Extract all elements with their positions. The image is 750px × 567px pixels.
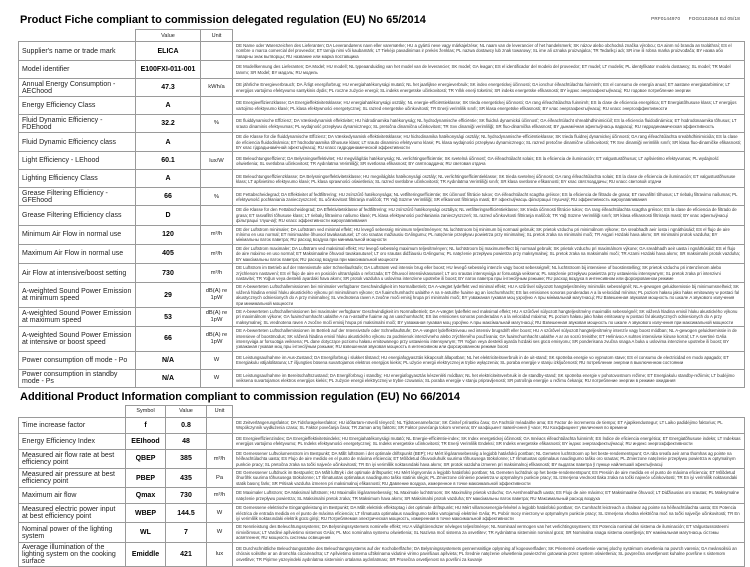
symbol-cell: WL	[126, 523, 166, 542]
fiche-table-header-row	[19, 30, 745, 42]
label-cell: Power consumption in standby mode - Ps	[19, 369, 136, 387]
label-cell: Average illumination of the lighting system on the cooking surface	[19, 542, 126, 566]
unit-cell: W	[201, 369, 233, 387]
unit-cell: dB(A) re 1pW	[201, 307, 233, 326]
value-cell: 7	[166, 523, 207, 542]
table-row	[19, 523, 745, 542]
unit-cell	[207, 417, 233, 433]
table-row	[19, 469, 745, 488]
label-cell: Power consumption off mode - Po	[19, 351, 136, 369]
label-cell: Minimum Air Flow in normal use	[19, 225, 136, 244]
value-cell: A	[136, 170, 201, 188]
value-cell: 385	[166, 449, 207, 468]
description-cell: DE Name oder Warenzeichen des Lieferanten; DA Leverandørens navn eller varemærke; HU a gyártó neve vagy márkajelzése; NL naam van de leverancier of het handelsmerk; SK názov alebo obchodná značka výrobcu; GA ainm nó branda an tsoláthraí; ES el nombre o marca comercial del proveedor; ET tarnija nimi või kaubamärk; LT Tiekėjo pavadinimas ir prekės ženklas; PL nazwa dostawcy lub znak towarowy; SL ime ali oznaka proizvajalca; TR Tedarikçi adı; SR ime ili robna marka proizvođača; BY назва або таварны знак вытворцы; RU название или марка поставщика	[233, 42, 745, 61]
header-spacer	[233, 30, 745, 42]
unit-cell: W	[207, 523, 233, 542]
table-row	[19, 433, 745, 449]
description-cell: DE A-bewerteten Luftschallemissionen bei maximaler verfügbarer Geschwindigkeit im Normalbetrieb; DA A-vægtet lydeffekt ved maksimal effekt; HU A szűrővel súlyozott hangteljesítmény maximális sebességnél; SK vážená hladina emisií hluku akustického výkonu pri maximálnom výkone; GA fuaimchumhacht ualaithe A na n-astuithe fuaime ag an uaschumhacht; ES las emisiones sonoras ponderadas A a la velocidad máxima; PL poziom hałasu jako hałas emitowany w postaci fal akustycznych odniesionych do A przy maksymalnej; SL vrednotena raven A zvočne moči emisij hrupa pri maksimalni moči; BY узважаная гукавая моц узроўню A пры максімальнай магутнасці; RU Взвешенная звуковая мощность по шкале A звукового излучения при максимальной мощности	[233, 307, 745, 326]
description-cell: DE der Luftstrom maximaler; DA Luftstrøm ved maksimal effekt; HU levegő sebesség maximum teljesítményen; NL luchtstroom bij maximumeffect bij normaal gebruik; SK prietok vzduchu pri maximálnom výkone; GA sreabhadh aeir uasta i ngnáthúsáid; ES el flujo de aire máximo en uso normal; ET Maksimaalne õhuvool tavakasutusel; LT oro srautas didžiausiu GAlingumu; PL natężenie przepływu powietrza przy maksymalnej; SL pretok zraka na maksimalni moči; TR Azami Hızdaki hava akımı; SR maksimalni protok vazduha; BY максімальны паток паветра; RU расход воздуха при максимальной мощности	[233, 244, 745, 263]
table-row	[19, 170, 745, 188]
table-row	[19, 504, 745, 523]
unit-cell: %	[201, 188, 233, 206]
unit-cell: lux	[207, 542, 233, 566]
value-cell: 730	[136, 264, 201, 283]
description-cell: DE Energieeffizienzindex; DA Energieffektivitetsindeks; HU Energiahatékonysági mutató; NL Energie-efficiëntie-index; SK Index energetickej účinnosti; GA Innéacs éifeachtúlachta fuinnimh; ES Índice de eficiencia energética; ET Energiatõhususe indeks; LT Indeksas energijos vartojimo efektyvumo; PL Indeks efektywności energetycznej; SL Indeks energetske učinkovitosti; TR Enerji Verimlilik Endeksi; SR Indeks energetske efikasnosti; BY індэкс энергаэфектыўнасці; RU индекс энергоэффективности	[233, 433, 745, 449]
description-cell: DE A-bewerteten Luftschallemissionen bei minimaler verfügbarer Geschwindigkeit im Normalbetrieb; DA A-vægtet lydeffekt ved minimal effekt; HU A szűrővel súlyozott hangteljesítmény minimális sebességnél; NL A-gewogen geluidsemissie bij minimumsnelheid; SK vážená hladina emisií hluku akustického výkonu pri minimálnom výkone; GA fuaimchumhacht ualaithe A na n-astuithe fuaime ag an íoschumhacht; ES las emisiones sonoras ponderadas A a la velocidad mínima; PL poziom hałasu jako hałas emitowany w postaci fal akustycznych odniesionych do A przy minimalnej; SL vrednotena raven A zvočne moči emisij hrupa pri minimalni moči; BY узважаная гукавая моц узроўню A пры мінімальнай магутнасці; RU Взвешенная звуковая мощность по шкале A звукового излучения при минимальной мощности	[233, 283, 745, 308]
additional-table	[18, 405, 745, 567]
unit-cell: %	[201, 115, 233, 133]
value-cell: 29	[136, 283, 201, 308]
label-cell: A-weighted Sound Power Emission at maximum speed	[19, 307, 136, 326]
value-cell: 730	[166, 488, 207, 504]
description-cell: DE Gemessener Luftvolumenstrom im Bestpunkt; DA Målt luftstrøm i det optimale driftspunkt (BEP); HU Mért légáramsebesség a legjobb hatásfokú pontban; NL Gemeten luchtstroom op het beste-rendementspunt; GA ráta sreafa aeir arna thomhas ag pointe na héifeachtúlachta uasta; ES Flujo de aire medido en el punto de máxima eficiencia; ET Mõõdetud õhuvooluhulk suurima tõhususega töökolonne; LT Išmatuotas optimalaus naudingumo taško oro srautas; PL Zmierzone natężenie przepływu powietrza w optymalnym punkcie pracy; SL pretočna zraka na točki najveće učinkovitosti; TR En iyi verimlilik noktasındaki hava akımı; SR protok vazduha izmeren pri maksimalnoj efikasnosti; BY выдатак паветра ў пункце найлепшай эфектыўнасці	[233, 449, 745, 468]
doc-ref-edition: FOG0102648 Ed 05/18	[688, 16, 740, 21]
description-cell: DE Leistungsaufnahme im Aus-Zustand; DA Energiforbrug i slukket tilstand; HU energiafogyasztás kikapcsolt állapotban; NL het elektriciteitsverbruik in de uit-stand; SK spotreba energie vo vypnutom stave; ES el consumo de electricidad en modo apagado; ET Energiakulu väljalülitatuna; LT išjungties būsena suvartojamos elektros energijos kiekis; PL użycie energii elektrycznej w trybie wyłączenia; SL poraba energije v stanju izključenosti; RU потребление энергии в выключенном состоянии	[233, 351, 745, 369]
symbol-cell: EEIhood	[126, 433, 166, 449]
label-cell: Measured air flow rate at best efficiency point	[19, 449, 126, 468]
value-cell: 435	[166, 469, 207, 488]
description-cell: DE Nennleistung des Beleuchtungssystems; DA Belysningssystemets nominelle effekt; HU A világítórendszer névleges teljesítménye; NL Nominaal vermogen van het verlichtingssysteem; ES Potencia nominal del sistema de iluminación; ET Valgustussüsteemi nimivõimsus; LT Vardinė apšvietimo sistemos GAlia; PL Moc nominalna systemu oświetlenia; SL Nazivna moč sistema za osvetlitev; TR Aydınlatma sisteminin nominal gücü; SR Nominalna snaga sistema osvetljenja; BY намінальная магутнасць сістэмы асвятлення; RU мощность системы освещения	[233, 523, 745, 542]
unit-cell	[201, 133, 233, 152]
label-cell: Energy Efficiency Class	[19, 97, 136, 115]
label-cell: Grease Filtering Efficiency - GFEhood	[19, 188, 136, 206]
table-row	[19, 542, 745, 566]
value-cell: 0.8	[166, 417, 207, 433]
description-cell: DE Gemessener Luftdruck im Bestpunkt; DA Målt lufttryk i det optimale driftspunkt; HU Mért légnyomás a legjobb hatásfokú pontban; NL Gemeten luchtdruk op het beste-rendementspunt; ES Presión de aire medida en el punto de máxima eficiencia; ET Mõõdetud õhurõhk suurima tõhususega töökolonne; LT Išmatuotas optimalaus naudingumo taško statinis slėgis; PL Zmierzone ciśnienie powietrza w optymalnym punkcie pracy; SL Izmerjena vrednost tlaka zraka na točki najveće učinkovitosti; TR En iyi verimlilik noktasındaki statik basınç farkı; SR Pritisak vazduha izmeren pri maksimalnoj efikasnosti; RU Давление воздуха, измеренное в точке максимальной эффективности	[233, 469, 745, 488]
unit-cell	[201, 170, 233, 188]
table-row	[19, 79, 745, 97]
table-row	[19, 283, 745, 308]
description-cell: DE A-bewerteten Luftschallemissionen im Betrieb auf der Intensivstufe oder Schnellaufstufe; DA A-vægtet lydeffektniveau ved intensiv brugsdrift eller boost; HU A szűrővel súlyozott hangteljesítmény intenzív vagy boost módban; NL A-gewogen geluidsemissie in de intensieve of boostmodus; SK vážená hladina emisií hluku akustického výkonu za podmienok intenzívneho alebo zrýchleného používania; GA fuaimchumhacht ualaithe A ar an socrú treisithe; ET Helinivoo A suhtes intensiivse kiiruse korral; LT A svertinė GAlia intensyviąja ar forsuotąja veiksena; PL dane dotyczące poziomu hałasu emitowanego przy ustawieniu intensywnym; TR Yoğun veya destekli ayarda hızdaki ses gücü emisyonu; SR ponderisana zvučna snaga A buka u uslovima intenzivne upotrebe ili boost; BY узважаная гукавая моц пры інтэнсіўным рэжыме; RU взвешенная звуковая мощность в интенсивном или форсированном режиме boost	[233, 327, 745, 352]
value-cell: N/A	[136, 351, 201, 369]
unit-cell	[201, 61, 233, 79]
unit-cell: m³/h	[207, 449, 233, 468]
value-cell: 66	[136, 327, 201, 352]
label-cell: Grease Filtering Efficiency class	[19, 206, 136, 225]
symbol-cell: Emiddle	[126, 542, 166, 566]
description-cell: DE fluiddynamische Effizienz; DA Væskedynamisk effektivitet; HU hidrodinamika hatékonyság; NL hydrodynamische efficiëntie; SK fluidná dynamická účinnosť; GA éifeachtúlacht shreabhdhinimiciúil; ES la eficiencia fluidodinámica; ET hüdrodünaamika tõhusus; LT srauto dinaminis efektyvumas; PL wydajność przepływu dynamicznego; SL pretočna dinamična učinkovitost; TR Sıvı dinamiği verimliliği; SR fluo-dinamička efikasnost; BY дынамічная эфектыўнасць вадкасці; RU гидродинамическая эффективность	[233, 115, 745, 133]
value-cell: 421	[166, 542, 207, 566]
symbol-cell: QBEP	[126, 449, 166, 468]
unit-cell: dB(A) re 1pW	[201, 327, 233, 352]
label-cell: Measured electric power input at best efficiency point	[19, 504, 126, 523]
unit-cell: dB(A) re 1pW	[201, 283, 233, 308]
table-row	[19, 488, 745, 504]
unit-cell	[207, 433, 233, 449]
table-row	[19, 133, 745, 152]
value-cell: 47.3	[136, 79, 201, 97]
unit-cell: m³/h	[201, 244, 233, 263]
value-cell: E100FXI-011-001	[136, 61, 201, 79]
additional-title: Additional Product Information compliant to commission regulation (EU) No 66/2014	[20, 390, 461, 403]
unit-cell: W	[201, 351, 233, 369]
value-cell: 32.2	[136, 115, 201, 133]
unit-cell: kWh/a	[201, 79, 233, 97]
table-row	[19, 115, 745, 133]
table-row	[19, 188, 745, 206]
description-cell: DE die Klasse für den Fettabscheidegrad; DA Effektivitetsklasse af fedtfiltrering; HU zsírszűrő hatékonysági osztálya; NL vetfilteringsefficiëntieklasse; SK trieda účinnosti filtrácie tukov; GA rang éifeachtúlachta scagtha gréisce; ES la clase de eficiencia de filtrado de grasa; ET rasvafiltri tõhususe klass; LT riebalų filtravimo našumo klasė; PL klasa efektywności pochłaniania zanieczyszczeń; SL razred učinkovitosti filtriranja maščob; TR Yağ Süzme Verimliliği sınıfı; SR klasa efikasnosti filtriranja masti; BY клас эфектыўнасці фільтрацыі тлушчаў; RU класс эффективности жироулавливания	[233, 206, 745, 225]
value-cell: 120	[136, 225, 201, 244]
unit-cell: m³/h	[201, 264, 233, 283]
label-cell: Supplier's name or trade mark	[19, 42, 136, 61]
label-cell: Maximum Air Flow in normal use	[19, 244, 136, 263]
label-cell: Light Efficiency - LEhood	[19, 152, 136, 170]
label-cell: Annual Energy Consumption - AEChood	[19, 79, 136, 97]
value-cell: ELICA	[136, 42, 201, 61]
label-cell: Nominal power of the lighting system	[19, 523, 126, 542]
unit-cell: m³/h	[201, 225, 233, 244]
table-row	[19, 61, 745, 79]
label-cell: A-weighted Sound Power Emission at intensive or boost speed	[19, 327, 136, 352]
label-cell: Lighting Efficiency Class	[19, 170, 136, 188]
label-cell: Measured air pressure at best efficiency point	[19, 469, 126, 488]
value-cell: 144.5	[166, 504, 207, 523]
table-row	[19, 351, 745, 369]
table-row	[19, 97, 745, 115]
description-cell: DE Durchschnittliche Beleuchtungsstärke des Beleuchtungssystems auf der Kochoberfläche; DA Belysningssystemets gennemsnitlige oplysning af kogeoverfladen; SK Priemerné osvetlenie varnej plochy systémom osvetlenia na povrch varenia; GA meánsoilsiú an chórais soilsithe ar an dromchla cócaireachta; LT Apšvietimo sistema užtikrinama vidutinė virimo paviršiaus apšvieta; PL Średnie natężenie oświetlenia powierzchni gotowania przez system oświetlenia; SL povprečna osvetljenost kuhalne površine s sistemom osvetlitve; TR Pişirme yüzeyindeki aydınlatma sisteminin ortalama aydınlatması; SR Prosečna osvetljenost na površini za kuvanje	[233, 542, 745, 566]
value-cell: 405	[136, 244, 201, 263]
description-cell: DE Maximaler Luftstrom; DA Maksimal luftstrøm; HU Maximális légáramsebesség; NL Maximale luchtstroom; SK Maximálny prietok vzduchu; GA Aershreabhadh uasta; ES Flujo de aire máximo; ET Maksimaalne õhuvool; LT Didžiausias oro srautas; PL Maksymalne natężenie przepływu powietrza; SL Maksimalni pretok zraka; TR Maksimum hava akımı; SR Maksimalni protok vazduha; BY максімальны паток паветра; RU Максимальный расход воздуха	[233, 488, 745, 504]
label-cell: Fluid Dynamic Efficiency - FDEhood	[19, 115, 136, 133]
label-cell: Maximum air flow	[19, 488, 126, 504]
unit-cell	[201, 97, 233, 115]
fiche-table	[18, 29, 745, 388]
value-cell: N/A	[136, 369, 201, 387]
table-row	[19, 417, 745, 433]
fiche-title: Product Fiche compliant to commission delegated regulation (EU) No 65/2014	[20, 14, 426, 26]
table-row	[19, 225, 745, 244]
table-row	[19, 307, 745, 326]
value-column-header: Value	[136, 30, 201, 42]
additional-table-header-row	[19, 405, 745, 417]
description-cell: DE Leistungsaufnahme im Bereitschaftszustand; DA Energiforbrug i standby; HU energiafogyasztás készenléti módban; NL het elektriciteitsverbruik in de standby-stand; SK spotreba energie v pohotovostnom režime; ET Energiakulu standby-režiimis; LT budėjimo veiksena suvartojamos elektros energijos kiekis; PL zużycie energii elektrycznej w trybie czuwania; SL poraba energije v stanju pripravljenosti; SR potrošnja energije u režimu čekanja; RU потребление энергии в режиме ожидания	[233, 369, 745, 387]
description-cell: DE Energieeffizienzklasse; DA Energieffektivitetsklasse; HU energiahatékonysági osztály; NL energie-efficiëntieklasse; SK trieda energetickej účinnosti; GA rang éifeachtúlachta fuinnimh; ES la clase de eficiencia energética; ET Energiatõhususe klass; LT energijos vartojimo efektyvumo klasė; PL klasa efektywności energetycznej; SL razred energetske učinkovitosti; TR Enerji verimlilik sınıfı; SR klasa energetske efikasnosti; BY клас энергаэфектыўнасці; RU класс энергоэффективности	[233, 97, 745, 115]
label-cell: Time increase factor	[19, 417, 126, 433]
unit-column-header: Unit	[207, 405, 233, 417]
symbol-cell: PBEP	[126, 469, 166, 488]
additional-table-body	[19, 417, 745, 566]
description-cell: DE Modellkennung des Lieferanten; DA Model; HU modell; NL typeaanduiding van het model van de leverancier; SK model; GA leagan; ES el identificador del modelo del proveedor; ET mudel; LT modelis; PL identyfikator modelu dostawcy; SL model; TR Model tanımı; SR Model; BY мадэль; RU модель	[233, 61, 745, 79]
document-references	[644, 16, 740, 21]
value-cell: 53	[136, 307, 201, 326]
table-row	[19, 206, 745, 225]
header-spacer	[19, 405, 126, 417]
label-cell: Air Flow at intensive/boost setting	[19, 264, 136, 283]
label-cell: Energy Efficiency Index	[19, 433, 126, 449]
table-row	[19, 369, 745, 387]
label-cell: Fluid Dynamic Efficiency class	[19, 133, 136, 152]
value-column-header: Value	[166, 405, 207, 417]
table-row	[19, 327, 745, 352]
unit-cell: Pa	[207, 469, 233, 488]
table-row	[19, 264, 745, 283]
description-cell: DE der Luftstrom minimaler; DA Luftstrøm ved minimal effekt; HU levegő sebesség minimum teljesítményen; NL luchtstroom bij minimum bij normaal gebruik; SK prietok vzduchu pri minimálnom výkone; GA sreabhadh aeir íosta i ngnáthúsáid; ES el flujo de aire mínimo en uso normal; ET minimaalne õhuvool tavakasutusel; LT oro srautas mažiausiu GAlingumu; PL natężenie przepływu powietrza przy minimalnej; SL pretok zraka na minimalni moči; TR Asgari Hızdaki hava akımı; SR minimalni protok vazduha; BY мінімальны паток паветра; RU расход воздуха при минимальной мощности	[233, 225, 745, 244]
description-cell: DE Zeitverlängerungsfaktor; DA Tidsforøgelsesfaktor; HU időtartam-növelő tényező; NL Tijdstoenamefactor; SK Činiteľ prírastku času; GA Fachtóir méadaithe ama; ES Factor de incremento de tiempo; ET Ajapikendustegur; LT Laiko padidėjimo faktorius; PL Współczynnik wydłużenia czasu; SL Faktor povečanja časa; TR Zaman artış faktörü; SR Faktor povećanja tokom vremena; BY каэфіцыент павелічэння ў часе; RU Коэффициент увеличения по времени	[233, 417, 745, 433]
unit-cell: m³/h	[207, 488, 233, 504]
header-spacer	[233, 405, 745, 417]
unit-cell	[201, 42, 233, 61]
symbol-cell: Qmax	[126, 488, 166, 504]
fiche-table-body	[19, 42, 745, 388]
table-row	[19, 449, 745, 468]
table-row	[19, 244, 745, 263]
value-cell: 60.1	[136, 152, 201, 170]
description-cell: DE die Klasse für die fluiddynamische Effizienz; DA Væskedynamisk effektivitetsklasse; HU hidrodinamika hatékonysági osztály; NL hydrodynamische-efficiëntieklasse; SK trieda fluidnej dynamickej účinnosti; GA rang éifeachtúlachta sreabhdhinimiciúla; ES la clase de eficiencia fluidodinámica; ET hüdrodünaamika tõhususe klass; LT srauto dinaminio efektyvumo klasė; PL klasa wydajności przepływu dynamicznego; SL razred pretočne dinamične učinkovitosti; TR Sıvı dinamiği verimlilik sınıfı; SR klasa fluo-dinamičke efikasnosti; BY клас гідрадынамічнай эфектыўнасці; RU класс гидродинамической эффективности	[233, 133, 745, 152]
header-spacer	[19, 30, 136, 42]
table-row	[19, 42, 745, 61]
doc-ref-code: PRF0144970	[651, 16, 681, 21]
value-cell: A	[136, 97, 201, 115]
symbol-cell: f	[126, 417, 166, 433]
value-cell: A	[136, 133, 201, 152]
unit-cell	[201, 206, 233, 225]
description-cell: DE Gemessene elektrische Eingangsleistung im Bestpunkt; DA Målt elektrisk effektoptag i det optimale driftspunkt; HU Mért villamosenergia-felvétel a legjobb hatásfokú pontban; GA Cumhacht leictreach a chaitear ag pointe na héifeachtúlachta uasta; ES Potencia eléctrica de entrada medida en el punto de máxima eficiencia; LT Išmatuota optimalaus naudingumo taško vartojamoji elektrinė GAlia; PL Pobór mocy mierzony w optymalnym punkcie pracy; SL Izmerjena vhodna električna moč na točki največje učinkovitosti; TR En iyi verimlilik noktasındaki elektrik gücü girişi; RU Потребляемая электрическая мощность, измеренная в точке максимальной эффективности	[233, 504, 745, 523]
symbol-column-header: Symbol	[126, 405, 166, 417]
label-cell: Model identifier	[19, 61, 136, 79]
description-cell: DE Fettabscheidegrad; DA Effektivitet af fedtfiltrering; HU zsírszűrő hatékonysága; NL vetfilteringsefficiëntie; SK účinnosť filtrácie tukov; GA éifeachtúlacht scagtha gréisce; ES la eficiencia de filtrado de grasa; ET rasvafiltri tõhusus; LT riebalų filtravimo našumas; PL efektywność pochłaniania zanieczyszczeń; SL učinkovitost filtriranja maščob; TR Yağ Süzme Verimliliği; SR efikasnost filtriranja masti; BY эфектыўнасць фільтрацыі тлушчаў; RU эффективность жироулавливания	[233, 188, 745, 206]
value-cell: 66	[136, 188, 201, 206]
unit-column-header: Unit	[201, 30, 233, 42]
description-cell: DE Beleuchtungseffizienz; DA Belysningseffektivitet; HU megvilágítás hatékonyság; NL verlichtingsefficiëntie; SK svetelná účinnosť; GA éifeachtúlacht solais; ES la eficiencia de iluminación; ET valgustustõhusus; LT apšvietimo efektyvumas; PL wydajność oświetlenia; SL svetlobna učinkovitost; TR Aydınlatma Verimliliği; SR svetlosna efikasnost; BY святлоаддача; RU световая отдача	[233, 152, 745, 170]
label-cell: A-weighted Sound Power Emission at minimum speed	[19, 283, 136, 308]
description-cell: DE jährliche Energieverbrauch; DA Årligt energiforbrug; HU energiahatékonysági mutató; NL het jaarlijkse energieverbruik; SK index energetickej účinnosti; GA ionchur éifeachtúlachta fuinnimh; ES el consumo de energía anual; ET aastane energiatarbimine; LT energijos vartojimo efektyvumo santykinis dydis; PL roczne zużycie energii; SL indeks energetske učinkovitosti; TR Yıllık enerji tüketimi; SR indeks energetske efikasnosti; BY індэкс энергаэфектыўнасці; RU годовое потребление энергии	[233, 79, 745, 97]
description-cell: DE Luftstrom im Betrieb auf der Intensivstufe oder Schnellaufstufe; DA Luftstrøm ved intensiv brug eller boost; HU levegő sebesség intenzív vagy boost sebességnél; NL luchtstroom bij intensieve of boostinstelling; SK prietok vzduchu pri intenzívnom alebo zrýchlenom nastavení; ES el flujo de aire en posición ultrarrápida o reforzada; ET Õhuvool intensiivkasutusel; LT oro srautas intensyviąja ar forsuotąja veiksena; PL natężenie przepływu powietrza przy ustawieniu intensywnym; SL pretok zraka pri intenzivni nastavitvi; TR Yoğun veya destekli ayardaki hava akımı; SR protok vazduha u uslovima intenzivne upotrebe ili boost; BY паток паветра пры інтэнсіўным рэжыме; RU расход воздуха в интенсивном или форсированном режиме	[233, 264, 745, 283]
table-row	[19, 152, 745, 170]
unit-cell: lux/W	[201, 152, 233, 170]
symbol-cell: WBEP	[126, 504, 166, 523]
value-cell: D	[136, 206, 201, 225]
unit-cell: W	[207, 504, 233, 523]
value-cell: 48	[166, 433, 207, 449]
description-cell: DE Beleuchtungseffizienzklasse; DA Belysningseffektivitetsklasse; HU megvilágítás hatékonysági osztály; NL verlichtingsefficiëntieklasse; SK trieda svetelnej účinnosti; GA rang éifeachtúlachta solais; ES la clase de eficiencia de iluminación; ET valgustustõhususe klass; LT apšvietimo efektyvumo klasė; PL klasa sprawności oświetlenia; SL razred svetlobne učinkovitosti; TR Aydınlatma Verimliliği sınıfı; SR klasa svetlosne efikasnosti; BY клас святлоаддачы; RU класс световой отдачи	[233, 170, 745, 188]
